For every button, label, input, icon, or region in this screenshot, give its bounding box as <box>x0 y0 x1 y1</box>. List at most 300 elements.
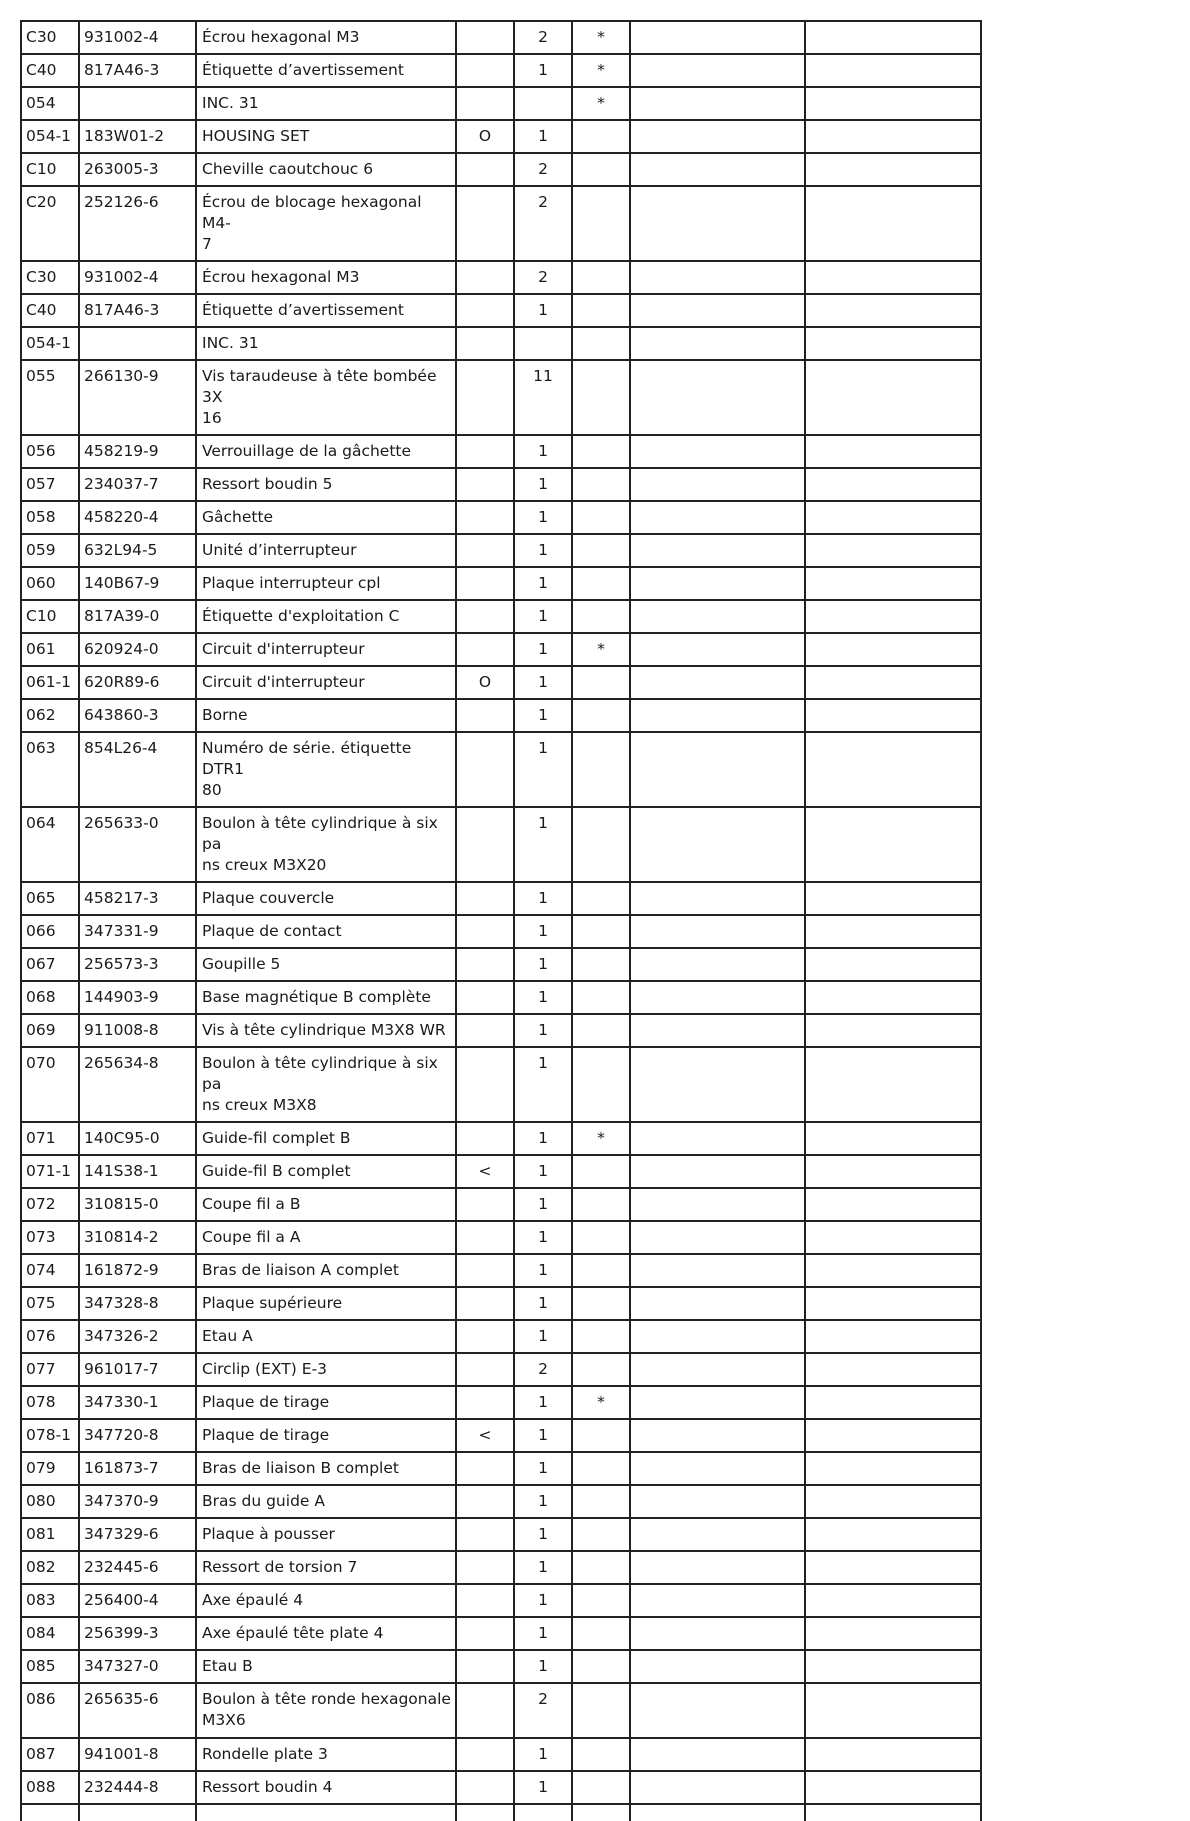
table-row <box>21 54 981 87</box>
part-number-cell: 266130-9 <box>79 360 196 435</box>
note-cell-2 <box>805 1683 981 1738</box>
part-number-cell: 941001-8 <box>79 1738 196 1771</box>
description-cell: Cheville caoutchouc 6 <box>196 153 456 186</box>
note-cell-2 <box>805 1738 981 1771</box>
description-cell: Boulon à tête cylindrique à six pa ns creux M3X8 <box>196 1047 456 1122</box>
mark-cell <box>572 501 630 534</box>
flag-cell <box>456 501 514 534</box>
part-number-cell: 620R89-6 <box>79 666 196 699</box>
description-cell: Boulon à tête ronde hexagonale M3X6 <box>196 1683 456 1738</box>
note-cell-2 <box>805 699 981 732</box>
description-cell: Coupe fil a A <box>196 1221 456 1254</box>
part-number-cell: 256400-4 <box>79 1584 196 1617</box>
part-number-cell: 161872-9 <box>79 1254 196 1287</box>
flag-cell: < <box>456 1419 514 1452</box>
note-cell-1 <box>630 468 805 501</box>
note-cell-2 <box>805 1221 981 1254</box>
description-cell: Plaque à pousser <box>196 1518 456 1551</box>
item-number-cell: 057 <box>21 468 79 501</box>
table-row <box>21 1551 981 1584</box>
table-row <box>21 1419 981 1452</box>
item-number-cell: 079 <box>21 1452 79 1485</box>
item-number-cell: C10 <box>21 153 79 186</box>
note-cell-2 <box>805 732 981 807</box>
table-row <box>21 1584 981 1617</box>
note-cell-1 <box>630 1320 805 1353</box>
part-number-cell: 183W01-2 <box>79 120 196 153</box>
part-number-cell: 161873-7 <box>79 1452 196 1485</box>
note-cell-2 <box>805 1617 981 1650</box>
item-number-cell: 082 <box>21 1551 79 1584</box>
quantity-cell: 1 <box>514 1188 572 1221</box>
part-number-cell: 931002-4 <box>79 21 196 54</box>
parts-list-page <box>20 20 982 1821</box>
flag-cell: < <box>456 1155 514 1188</box>
part-number-cell: 347331-9 <box>79 915 196 948</box>
description-cell: Ressort boudin 5 <box>196 468 456 501</box>
table-row <box>21 1452 981 1485</box>
part-number-cell: 347720-8 <box>79 1419 196 1452</box>
quantity-cell: 2 <box>514 261 572 294</box>
description-cell: Vis à tête cylindrique M3X8 WR <box>196 1014 456 1047</box>
flag-cell <box>456 1386 514 1419</box>
item-number-cell: 055 <box>21 360 79 435</box>
note-cell-1 <box>630 948 805 981</box>
table-row <box>21 153 981 186</box>
flag-cell <box>456 534 514 567</box>
flag-cell <box>456 21 514 54</box>
description-cell: Plaque de tirage <box>196 1419 456 1452</box>
table-row <box>21 120 981 153</box>
item-number-cell: 088 <box>21 1771 79 1804</box>
item-number-cell: C30 <box>21 261 79 294</box>
quantity-cell: 1 <box>514 1386 572 1419</box>
note-cell-1 <box>630 1419 805 1452</box>
flag-cell <box>456 87 514 120</box>
note-cell-2 <box>805 1254 981 1287</box>
quantity-cell: 1 <box>514 1452 572 1485</box>
part-number-cell: 347327-0 <box>79 1650 196 1683</box>
mark-cell <box>572 981 630 1014</box>
quantity-cell: 1 <box>514 1650 572 1683</box>
quantity-cell: 1 <box>514 915 572 948</box>
quantity-cell: 1 <box>514 501 572 534</box>
flag-cell <box>456 1518 514 1551</box>
note-cell-1 <box>630 1014 805 1047</box>
note-cell-1 <box>630 54 805 87</box>
mark-cell <box>572 186 630 261</box>
table-row <box>21 1014 981 1047</box>
note-cell-2 <box>805 1419 981 1452</box>
flag-cell <box>456 732 514 807</box>
flag-cell <box>456 1584 514 1617</box>
item-number-cell: 075 <box>21 1287 79 1320</box>
table-row <box>21 600 981 633</box>
description-cell: Écrou hexagonal M3 <box>196 261 456 294</box>
flag-cell <box>456 1221 514 1254</box>
note-cell-1 <box>630 186 805 261</box>
note-cell-1 <box>630 1617 805 1650</box>
quantity-cell: 2 <box>514 1683 572 1738</box>
note-cell-2 <box>805 1386 981 1419</box>
flag-cell <box>456 261 514 294</box>
mark-cell <box>572 1047 630 1122</box>
mark-cell: * <box>572 54 630 87</box>
note-cell-2 <box>805 54 981 87</box>
item-number-cell: 061-1 <box>21 666 79 699</box>
flag-cell <box>456 54 514 87</box>
part-number-cell: 263005-3 <box>79 153 196 186</box>
mark-cell <box>572 807 630 882</box>
table-row <box>21 1738 981 1771</box>
part-number-cell: 265635-6 <box>79 1683 196 1738</box>
item-number-cell: 069 <box>21 1014 79 1047</box>
flag-cell <box>456 1485 514 1518</box>
description-cell: Plaque interrupteur cpl <box>196 567 456 600</box>
flag-cell <box>456 1047 514 1122</box>
note-cell-2 <box>805 567 981 600</box>
note-cell-1 <box>630 882 805 915</box>
item-number-cell: 071-1 <box>21 1155 79 1188</box>
note-cell-1 <box>630 915 805 948</box>
flag-cell <box>456 567 514 600</box>
mark-cell <box>572 1738 630 1771</box>
note-cell-1 <box>630 807 805 882</box>
note-cell-2 <box>805 600 981 633</box>
note-cell-1 <box>630 1584 805 1617</box>
table-row <box>21 1188 981 1221</box>
note-cell-2 <box>805 1188 981 1221</box>
quantity-cell: 1 <box>514 120 572 153</box>
flag-cell <box>456 186 514 261</box>
flag-cell <box>456 294 514 327</box>
flag-cell <box>456 948 514 981</box>
note-cell-1 <box>630 1122 805 1155</box>
note-cell-2 <box>805 1014 981 1047</box>
flag-cell <box>456 1320 514 1353</box>
note-cell-1 <box>630 534 805 567</box>
description-cell: Ressort boudin 4 <box>196 1771 456 1804</box>
note-cell-1 <box>630 981 805 1014</box>
mark-cell <box>572 360 630 435</box>
description-cell: Plaque couvercle <box>196 882 456 915</box>
item-number-cell: 071 <box>21 1122 79 1155</box>
part-number-cell: 256399-3 <box>79 1617 196 1650</box>
note-cell-1 <box>630 567 805 600</box>
quantity-cell: 1 <box>514 948 572 981</box>
item-number-cell: 054-1 <box>21 327 79 360</box>
note-cell-2 <box>805 87 981 120</box>
quantity-cell: 1 <box>514 633 572 666</box>
item-number-cell: 076 <box>21 1320 79 1353</box>
quantity-cell: 1 <box>514 1047 572 1122</box>
part-number-cell: 458219-9 <box>79 435 196 468</box>
mark-cell <box>572 1287 630 1320</box>
quantity-cell: 1 <box>514 435 572 468</box>
mark-cell <box>572 1518 630 1551</box>
flag-cell <box>456 1771 514 1804</box>
item-number-cell: 083 <box>21 1584 79 1617</box>
table-row <box>21 807 981 882</box>
note-cell-1 <box>630 1452 805 1485</box>
table-row <box>21 666 981 699</box>
table-row <box>21 732 981 807</box>
description-cell: Circuit d'interrupteur <box>196 633 456 666</box>
part-number-cell: 347330-1 <box>79 1386 196 1419</box>
table-row <box>21 1771 981 1804</box>
table-row <box>21 948 981 981</box>
note-cell-2 <box>805 807 981 882</box>
note-cell-2 <box>805 1771 981 1804</box>
note-cell-2 <box>805 327 981 360</box>
mark-cell: * <box>572 633 630 666</box>
part-number-cell: 620924-0 <box>79 633 196 666</box>
item-number-cell: 073 <box>21 1221 79 1254</box>
mark-cell <box>572 327 630 360</box>
note-cell-1 <box>630 699 805 732</box>
part-number-cell: 232444-8 <box>79 1771 196 1804</box>
quantity-cell: 1 <box>514 1551 572 1584</box>
note-cell-1 <box>630 633 805 666</box>
quantity-cell: 2 <box>514 153 572 186</box>
item-number-cell: 066 <box>21 915 79 948</box>
mark-cell <box>572 1452 630 1485</box>
mark-cell <box>572 600 630 633</box>
mark-cell <box>572 1353 630 1386</box>
note-cell-1 <box>630 1287 805 1320</box>
note-cell-1 <box>630 1155 805 1188</box>
note-cell-2 <box>805 882 981 915</box>
note-cell-1 <box>630 1254 805 1287</box>
note-cell-2 <box>805 501 981 534</box>
part-number-cell: 961017-7 <box>79 1353 196 1386</box>
table-row <box>21 534 981 567</box>
quantity-cell: 1 <box>514 1122 572 1155</box>
part-number-cell: 265634-8 <box>79 1047 196 1122</box>
item-number-cell: 054-1 <box>21 120 79 153</box>
note-cell-1 <box>630 261 805 294</box>
table-row <box>21 1221 981 1254</box>
mark-cell <box>572 534 630 567</box>
quantity-cell: 1 <box>514 666 572 699</box>
mark-cell <box>572 948 630 981</box>
description-cell: Guide-fil B complet <box>196 1155 456 1188</box>
note-cell-2 <box>805 1551 981 1584</box>
flag-cell <box>456 1254 514 1287</box>
note-cell-1 <box>630 1551 805 1584</box>
part-number-cell: 141S38-1 <box>79 1155 196 1188</box>
description-cell: Étiquette d'exploitation C <box>196 600 456 633</box>
part-number-cell: 817A46-3 <box>79 54 196 87</box>
mark-cell <box>572 666 630 699</box>
table-row <box>21 21 981 54</box>
table-row <box>21 1287 981 1320</box>
note-cell-2 <box>805 261 981 294</box>
mark-cell <box>572 1221 630 1254</box>
mark-cell <box>572 1188 630 1221</box>
note-cell-1 <box>630 360 805 435</box>
item-number-cell: 084 <box>21 1617 79 1650</box>
mark-cell <box>572 882 630 915</box>
flag-cell <box>456 882 514 915</box>
table-row <box>21 501 981 534</box>
quantity-cell: 1 <box>514 1738 572 1771</box>
table-row <box>21 1254 981 1287</box>
part-number-cell: 632L94-5 <box>79 534 196 567</box>
quantity-cell: 2 <box>514 186 572 261</box>
part-number-cell: 310814-2 <box>79 1221 196 1254</box>
description-cell: Étiquette d’avertissement <box>196 294 456 327</box>
table-row <box>21 567 981 600</box>
note-cell-2 <box>805 948 981 981</box>
table-row <box>21 87 981 120</box>
note-cell-2 <box>805 1452 981 1485</box>
note-cell-2 <box>805 633 981 666</box>
description-cell: Borne <box>196 699 456 732</box>
note-cell-1 <box>630 501 805 534</box>
flag-cell <box>456 1617 514 1650</box>
item-number-cell: C40 <box>21 294 79 327</box>
flag-cell <box>456 435 514 468</box>
item-number-cell: 078 <box>21 1386 79 1419</box>
mark-cell <box>572 699 630 732</box>
item-number-cell: C20 <box>21 186 79 261</box>
quantity-cell <box>514 87 572 120</box>
quantity-cell: 1 <box>514 1617 572 1650</box>
flag-cell <box>456 1551 514 1584</box>
table-row <box>21 981 981 1014</box>
mark-cell <box>572 1551 630 1584</box>
note-cell-1 <box>630 327 805 360</box>
note-cell-2 <box>805 1047 981 1122</box>
mark-cell <box>572 567 630 600</box>
mark-cell: * <box>572 1386 630 1419</box>
flag-cell <box>456 1738 514 1771</box>
description-cell: Axe épaulé tête plate 4 <box>196 1617 456 1650</box>
mark-cell: * <box>572 21 630 54</box>
flag-cell <box>456 600 514 633</box>
part-number-cell: 931002-4 <box>79 261 196 294</box>
part-number-cell: 140C95-0 <box>79 1122 196 1155</box>
parts-table-body <box>21 21 981 1804</box>
flag-cell <box>456 699 514 732</box>
quantity-cell <box>514 327 572 360</box>
description-cell: Boulon à tête cylindrique à six pa ns creux M3X20 <box>196 807 456 882</box>
quantity-cell: 1 <box>514 1254 572 1287</box>
table-row <box>21 327 981 360</box>
description-cell: Bras de liaison A complet <box>196 1254 456 1287</box>
item-number-cell: 054 <box>21 87 79 120</box>
table-row <box>21 186 981 261</box>
quantity-cell: 1 <box>514 1584 572 1617</box>
part-number-cell: 911008-8 <box>79 1014 196 1047</box>
flag-cell: O <box>456 120 514 153</box>
flag-cell <box>456 1353 514 1386</box>
description-cell: Vis taraudeuse à tête bombée 3X 16 <box>196 360 456 435</box>
part-number-cell: 252126-6 <box>79 186 196 261</box>
part-number-cell: 256573-3 <box>79 948 196 981</box>
mark-cell <box>572 1683 630 1738</box>
item-number-cell: 072 <box>21 1188 79 1221</box>
mark-cell: * <box>572 87 630 120</box>
quantity-cell: 1 <box>514 54 572 87</box>
part-number-cell: 265633-0 <box>79 807 196 882</box>
description-cell: Axe épaulé 4 <box>196 1584 456 1617</box>
description-cell: Bras du guide A <box>196 1485 456 1518</box>
item-number-cell: C30 <box>21 21 79 54</box>
table-row <box>21 1122 981 1155</box>
note-cell-1 <box>630 1738 805 1771</box>
quantity-cell: 2 <box>514 1353 572 1386</box>
description-cell: Plaque supérieure <box>196 1287 456 1320</box>
part-number-cell: 458220-4 <box>79 501 196 534</box>
part-number-cell: 817A39-0 <box>79 600 196 633</box>
table-row <box>21 468 981 501</box>
flag-cell <box>456 468 514 501</box>
note-cell-1 <box>630 1386 805 1419</box>
item-number-cell: 068 <box>21 981 79 1014</box>
quantity-cell: 1 <box>514 981 572 1014</box>
mark-cell <box>572 1485 630 1518</box>
table-row <box>21 360 981 435</box>
note-cell-2 <box>805 21 981 54</box>
note-cell-2 <box>805 435 981 468</box>
flag-cell <box>456 915 514 948</box>
item-number-cell: 058 <box>21 501 79 534</box>
mark-cell <box>572 1650 630 1683</box>
table-row <box>21 699 981 732</box>
table-row <box>21 915 981 948</box>
quantity-cell: 1 <box>514 1014 572 1047</box>
mark-cell <box>572 1155 630 1188</box>
quantity-cell: 2 <box>514 21 572 54</box>
description-cell: Plaque de tirage <box>196 1386 456 1419</box>
table-row <box>21 1386 981 1419</box>
note-cell-2 <box>805 468 981 501</box>
item-number-cell: 062 <box>21 699 79 732</box>
item-number-cell: 085 <box>21 1650 79 1683</box>
note-cell-2 <box>805 534 981 567</box>
mark-cell <box>572 120 630 153</box>
item-number-cell: 064 <box>21 807 79 882</box>
quantity-cell: 1 <box>514 1155 572 1188</box>
note-cell-1 <box>630 435 805 468</box>
note-cell-2 <box>805 666 981 699</box>
item-number-cell: 074 <box>21 1254 79 1287</box>
description-cell: HOUSING SET <box>196 120 456 153</box>
quantity-cell: 1 <box>514 600 572 633</box>
note-cell-1 <box>630 666 805 699</box>
note-cell-2 <box>805 1122 981 1155</box>
mark-cell <box>572 1584 630 1617</box>
note-cell-1 <box>630 1650 805 1683</box>
quantity-cell: 1 <box>514 732 572 807</box>
quantity-cell: 1 <box>514 294 572 327</box>
part-number-cell: 347329-6 <box>79 1518 196 1551</box>
note-cell-2 <box>805 1584 981 1617</box>
continuation-row <box>21 1804 981 1821</box>
part-number-cell: 347370-9 <box>79 1485 196 1518</box>
description-cell: Rondelle plate 3 <box>196 1738 456 1771</box>
part-number-cell: 234037-7 <box>79 468 196 501</box>
description-cell: Bras de liaison B complet <box>196 1452 456 1485</box>
flag-cell <box>456 1188 514 1221</box>
part-number-cell: 643860-3 <box>79 699 196 732</box>
description-cell: INC. 31 <box>196 87 456 120</box>
quantity-cell: 1 <box>514 1320 572 1353</box>
note-cell-1 <box>630 87 805 120</box>
table-row <box>21 1650 981 1683</box>
